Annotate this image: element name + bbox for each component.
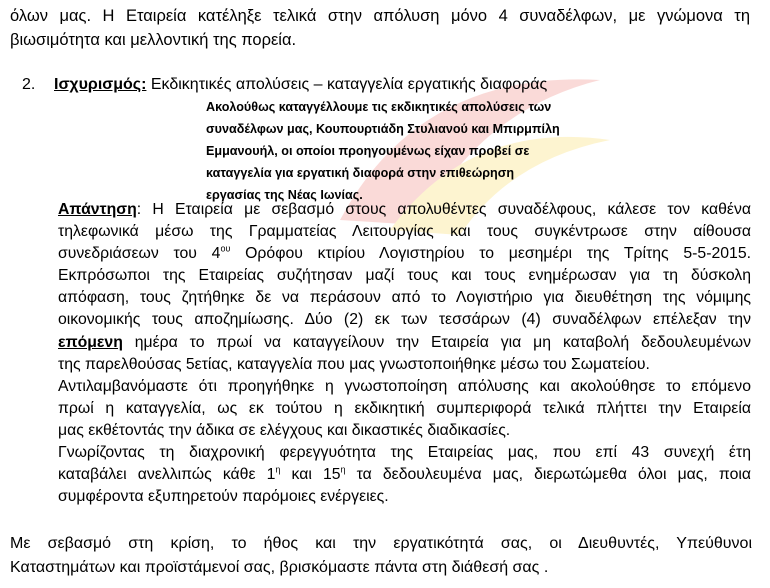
answer-label: Απάντηση xyxy=(58,201,137,218)
closing-paragraph xyxy=(10,532,752,580)
answer-line: Εκπρόσωποι της Εταιρείας συζήτησαν μαζί τους και τους ενημέρωσαν για τη δύσκολη xyxy=(58,267,751,285)
intro-line-2: βιωσιμότητα και μελλοντική της πορεία. xyxy=(10,31,297,49)
answer-line: τηλεφωνικά μέσω της Γραμματείας Λειτουργίας και τους συγκέντρωσε στην αίθουσα xyxy=(58,223,751,241)
closing-line-2: Καταστημάτων και προϊστάμενοί σας, βρισκόμαστε πάντα στη διάθεσή σας . xyxy=(10,559,549,576)
answer-line: συνεδριάσεων του $4^{o\upsilon}$ Ορόφου κτιρίου Λογιστηρίου το μεσημέρι της Τρίτης 5-5-2015. xyxy=(58,243,751,263)
quote-line: καταγγελία για εργατική διαφορά στην επιθεώρηση xyxy=(206,166,515,180)
emphasis-next: επόμενη xyxy=(58,333,123,351)
answer-paragraph xyxy=(58,199,751,508)
claim-quote xyxy=(206,96,586,206)
answer-line: απόφαση, τους ζητήθηκε δε να περάσουν από το Λογιστήριο για διευθέτηση της νόμιμης xyxy=(58,289,751,307)
intro-paragraph xyxy=(10,4,750,52)
answer-line: μας εκθέτοντάς την άδικα σε ελέγχους και δικαστικές διαδικασίες. xyxy=(58,421,511,439)
answer-line: επόμενη ημέρα το πρωί να καταγγείλουν την Εταιρεία για μη καταβολή δεδουλευμένων xyxy=(58,333,751,351)
intro-line-1: όλων μας. Η Εταιρεία κατέληξε τελικά στην απόλυση μόνο 4 συναδέλφων, με γνώμονα τη xyxy=(10,7,750,25)
claim-title: Εκδικητικές απολύσεις – καταγγελία εργατικής διαφοράς xyxy=(146,76,548,93)
answer-line: συμφέροντα εξυπηρετούν παρόμοιες ενέργειες. xyxy=(58,488,389,506)
answer-line: της παρελθούσας 5ετίας, καταγγελία που μας γνωστοποιήθηκε μέσω του Σωματείου. xyxy=(58,355,650,373)
quote-line: Ακολούθως καταγγέλλουμε τις εκδικητικές απολύσεις των xyxy=(206,100,552,114)
answer-line: καταβάλει ανελλιπώς κάθε $1^\eta$ και $15^\eta$ τα δεδουλευμένα μας, διερωτώμεθα όλοι μας, ποια xyxy=(58,464,751,484)
quote-line: συναδέλφων μας, Κουπουρτιάδη Στυλιανού και Μπιρμπίλη xyxy=(206,122,560,136)
closing-line-1: Με σεβασμό στη κρίση, το ήθος και την εργατικότητά σας, οι Διευθυντές, Υπεύθυνοι xyxy=(10,535,752,552)
item-heading xyxy=(22,74,547,96)
quote-line: Εμμανουήλ, οι οποίοι προηγουμένως είχαν προβεί σε xyxy=(206,144,530,158)
claim-label: Ισχυρισμός: xyxy=(54,76,147,93)
answer-line: Γνωρίζοντας τη διαχρονική φερεγγυότητα της Εταιρείας μας, που επί 43 συνεχή έτη xyxy=(58,444,751,462)
answer-line: Απάντηση: Η Εταιρεία με σεβασμό στους απολυθέντες συναδέλφους, κάλεσε τον καθένα xyxy=(58,201,751,218)
item-number: 2. xyxy=(22,76,36,93)
quote-line: εργασίας της Νέας Ιωνίας. xyxy=(206,188,363,202)
answer-line: πρωί η καταγγελία, ως εκ τούτου η εκδικητική συμπεριφορά τελικά πλήττει την Εταιρεία xyxy=(58,399,751,417)
answer-line: οικονομικής τους αποζημίωσης. Δύο (2) εκ των τεσσάρων (4) συναδέλφων επέλεξαν την xyxy=(58,311,751,329)
answer-line: Αντιλαμβανόμαστε ότι προηγήθηκε η γνωστοποίηση απόλυσης και ακολούθησε το επόμενο xyxy=(58,377,751,395)
